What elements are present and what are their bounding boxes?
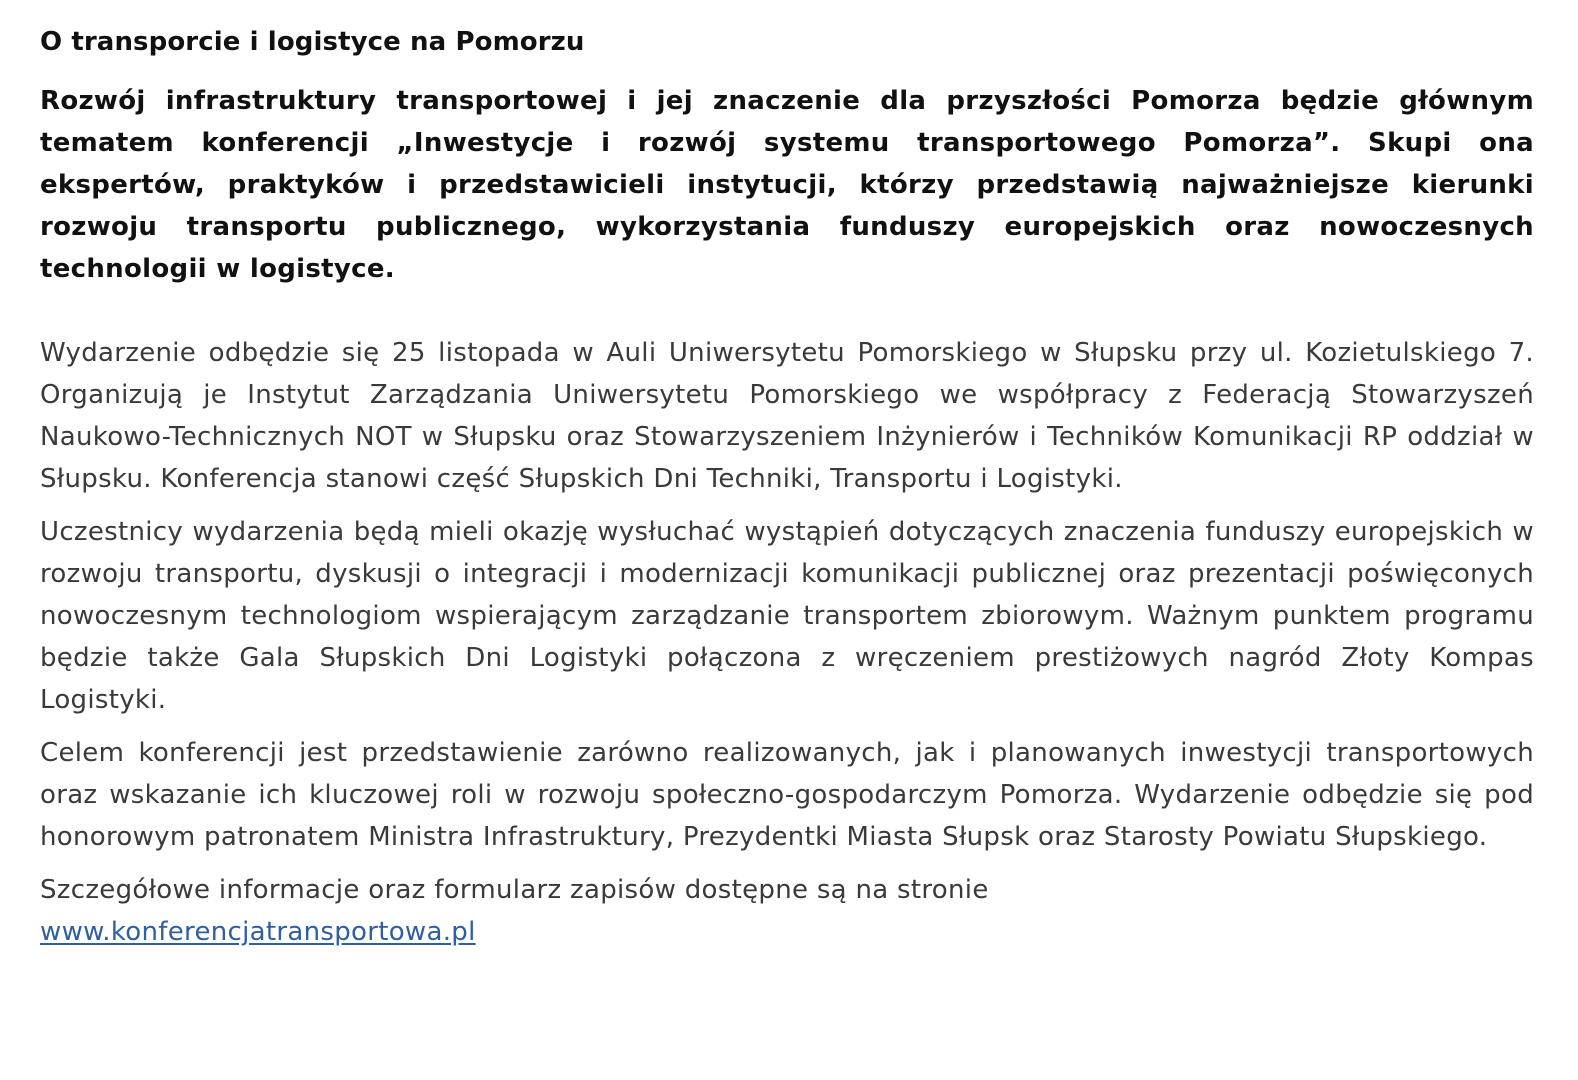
- paragraph-event-details: Wydarzenie odbędzie się 25 listopada w Auli Uniwersytetu Pomorskiego w Słupsku przy ul. Kozietulskiego 7. Organizują je Instytut Zarządzania Uniwersytetu Pomorskiego we współpracy z Federacją Stowarzyszeń Naukowo-Technicznych NOT w Słupsku oraz Stowarzyszeniem Inżynierów i Techników Komunikacji RP oddział w Słupsku. Konferencja stanowi część Słupskich Dni Techniki, Transportu i Logistyki.: [40, 338, 1534, 494]
- info-text: Szczegółowe informacje oraz formularz zapisów dostępne są na stronie: [40, 875, 989, 905]
- conference-website-link[interactable]: www.konferencjatransportowa.pl: [40, 917, 476, 947]
- paragraph-goal: Celem konferencji jest przedstawienie zarówno realizowanych, jak i planowanych inwestycji transportowych oraz wskazanie ich kluczowej roli w rozwoju społeczno-gospodarczym Pomorza. Wydarzenie odbędzie się pod honorowym patronatem Ministra Infrastruktury, Prezydentki Miasta Słupsk oraz Starosty Powiatu Słupskiego.: [40, 738, 1534, 852]
- article-title: O transporcie i logistyce na Pomorzu: [40, 27, 585, 57]
- link-line: [40, 911, 1534, 953]
- paragraph-program: Uczestnicy wydarzenia będą mieli okazję wysłuchać wystąpień dotyczących znaczenia funduszy europejskich w rozwoju transportu, dyskusji o integracji i modernizacji komunikacji publicznej oraz prezentacji poświęconych nowoczesnym technologiom wspierającym zarządzanie transportem zbiorowym. Ważnym punktem programu będzie także Gala Słupskich Dni Logistyki połączona z wręczeniem prestiżowych nagród Złoty Kompas Logistyki.: [40, 517, 1534, 715]
- article-lead: Rozwój infrastruktury transportowej i jej znaczenie dla przyszłości Pomorza będzie głównym tematem konferencji „Inwestycje i rozwój systemu transportowego Pomorza”. Skupi ona ekspertów, praktyków i przedstawicieli instytucji, którzy przedstawią najważniejsze kierunki rozwoju transportu publicznego, wykorzystania funduszy europejskich oraz nowoczesnych technologii w logistyce.: [40, 86, 1534, 284]
- article: [40, 22, 1534, 953]
